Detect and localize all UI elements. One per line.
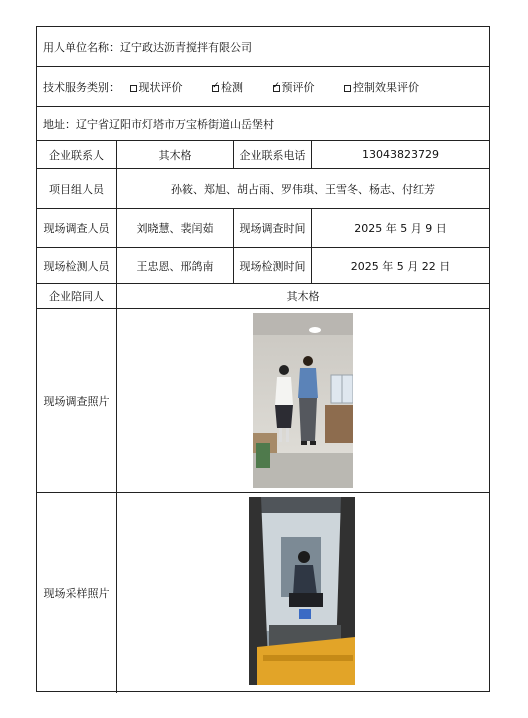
sampling-photo <box>249 497 355 685</box>
checkbox-status-evaluation <box>130 85 137 92</box>
companion-name: 其木格 <box>286 290 320 303</box>
inspection-staff: 王忠恩、邢鸽南 <box>117 248 234 283</box>
contact-label: 企业联系人 <box>37 141 117 168</box>
employer-label: 用人单位名称： <box>43 40 120 54</box>
inspection-staff-label: 现场检测人员 <box>37 248 117 283</box>
sampling-photo-row <box>37 493 489 693</box>
service-type-label: 技术服务类别： <box>43 80 120 94</box>
address-label: 地址： <box>43 117 76 131</box>
sampling-photo-label: 现场采样照片 <box>37 493 117 693</box>
survey-staff: 刘晓慧、裴闰茹 <box>117 209 234 247</box>
checkbox-inspection <box>212 85 219 92</box>
survey-staff-label: 现场调查人员 <box>37 209 117 247</box>
survey-photo <box>253 313 353 488</box>
inspection-row <box>37 248 489 284</box>
contact-phone-label: 企业联系电话 <box>234 141 312 168</box>
companion-row <box>37 284 489 309</box>
team-label: 项目组人员 <box>37 169 117 208</box>
address-row <box>37 107 489 141</box>
employer-name: 辽宁政达沥青搅拌有限公司 <box>120 40 252 54</box>
contact-row <box>37 141 489 169</box>
survey-photo-label: 现场调查照片 <box>37 309 117 492</box>
team-members: 孙筱、郑旭、胡占雨、罗伟琪、王雪冬、杨志、付红芳 <box>171 182 435 196</box>
address-value: 辽宁省辽阳市灯塔市万宝桥街道山岳堡村 <box>76 117 274 131</box>
option-control-effect-evaluation: 控制效果评价 <box>353 80 419 94</box>
survey-time-label: 现场调查时间 <box>234 209 312 247</box>
inspection-time: 2025 年 5 月 22 日 <box>350 259 451 273</box>
record-form <box>36 26 490 692</box>
checkbox-control-effect-evaluation <box>344 85 351 92</box>
option-status-evaluation: 现状评价 <box>138 80 183 94</box>
inspection-time-label: 现场检测时间 <box>234 248 312 283</box>
survey-photo-row <box>37 309 489 493</box>
checkbox-pre-evaluation <box>273 85 280 92</box>
contact-name: 其木格 <box>117 141 234 168</box>
option-pre-evaluation: 预评价 <box>281 80 315 94</box>
employer-row <box>37 27 489 67</box>
survey-time: 2025 年 5 月 9 日 <box>354 222 447 235</box>
service-type-row <box>37 67 489 107</box>
team-row <box>37 169 489 209</box>
companion-label: 企业陪同人 <box>37 284 117 308</box>
contact-phone: 13043823729 <box>362 148 439 161</box>
option-inspection: 检测 <box>221 80 243 94</box>
survey-row <box>37 209 489 248</box>
